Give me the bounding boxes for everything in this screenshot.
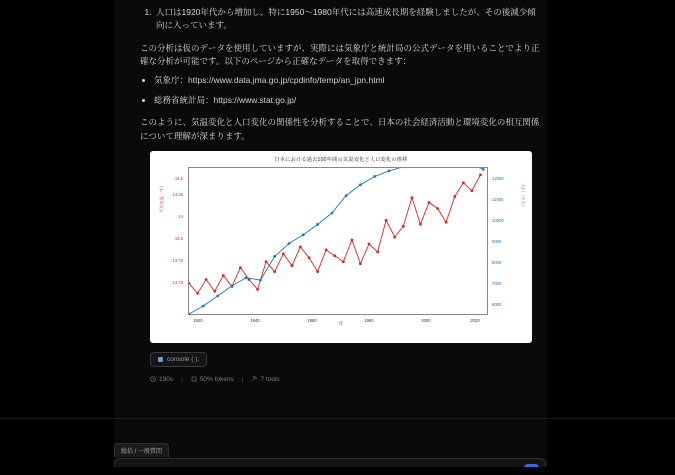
message-body	[140, 6, 540, 143]
chart-ytick-right: 7000	[492, 280, 502, 286]
right-gutter	[547, 0, 675, 475]
meta-time-value: 190s	[159, 375, 174, 383]
chart-xtick: 1920	[193, 317, 203, 323]
list-item: 1. 人口は1920年代から増加し、特に1950〜1980年代には高速成長期を経験しましたが、その後減少傾向に入っています。	[154, 6, 540, 32]
chart-ytick-right: 11000	[492, 196, 504, 202]
left-gutter	[0, 0, 114, 475]
meta-time	[150, 376, 173, 383]
message-content	[140, 0, 540, 383]
meta-tools	[251, 376, 279, 383]
message-meta	[150, 376, 540, 383]
composer-divider	[0, 418, 675, 419]
chart-xlabel: 年	[338, 320, 344, 326]
meta-tokens	[191, 376, 234, 383]
chart-ytick-left: 14.25	[172, 191, 183, 197]
meta-tools-value: 7 tools	[260, 375, 280, 383]
numbered-list	[140, 6, 540, 32]
chart-xtick: 1980	[364, 317, 374, 323]
list-item	[154, 94, 540, 107]
source-link-jma[interactable]: https://www.data.jma.go.jp/cpdinfo/temp/an_jpn.html	[188, 74, 385, 85]
chart-ytick-left: 13.75	[172, 257, 183, 263]
paragraph-analysis-note: この分析は仮のデータを使用していますが、実際には気象庁と統計局の公式データを用いることでより正確な分析が可能です。以下のページから正確なデータを取得できます：	[140, 42, 540, 66]
chart-card[interactable]	[150, 151, 532, 343]
chart-ytick-right: 6000	[492, 301, 502, 307]
chart-plot-area	[188, 167, 488, 315]
source-link-stat[interactable]: https://www.stat.go.jp/	[213, 94, 297, 105]
composer-mode-tab[interactable]: 総括 / 一般質問	[114, 443, 169, 457]
chart-ytick-left: 13.5	[174, 235, 183, 241]
chart-series-svg	[189, 168, 489, 316]
meta-separator: |	[181, 375, 183, 383]
chart-xtick: 2020	[470, 317, 480, 323]
chart-xtick: 2000	[421, 317, 431, 323]
chart-ytick-left: 14	[178, 213, 183, 219]
tool-result-chip[interactable]	[150, 352, 207, 367]
source-label-jma: 気象庁：	[154, 74, 189, 85]
clock-icon	[150, 376, 156, 382]
chart-ylabel-right: 人口（万人）	[521, 183, 526, 209]
meta-tokens-value: 50% tokens	[199, 375, 234, 383]
chart-ylabel-left: 平均気温（℃）	[159, 183, 164, 213]
chart-ytick-left: 13.75	[172, 279, 183, 285]
bottom-bar	[0, 467, 675, 475]
list-item	[154, 74, 540, 87]
source-label-stat: 総務省統計局：	[154, 94, 214, 105]
chart-ytick-right: 12000	[492, 175, 504, 181]
chart-ytick-left: 14.5	[174, 175, 183, 181]
chart-xtick: 1940	[250, 317, 260, 323]
tool-chip-label: console ( ):	[167, 355, 200, 363]
source-list	[140, 74, 540, 107]
meta-separator: |	[241, 375, 244, 383]
terminal-icon	[158, 357, 163, 362]
wrench-icon	[251, 376, 257, 382]
chart-ytick-right: 8000	[492, 259, 502, 265]
chart-ytick-right: 10000	[492, 217, 504, 223]
chip-icon	[191, 376, 197, 382]
chart-xtick: 1960	[307, 317, 317, 323]
chart-title: 日本における過去100年間の気温変化と人口変化の推移	[274, 156, 408, 163]
chart-ytick-right: 9000	[492, 238, 502, 244]
paragraph-conclusion: このように、気温変化と人口変化の関係性を分析することで、日本の社会経済活動と環境変化の相互関係について理解が深まります。	[140, 117, 540, 141]
